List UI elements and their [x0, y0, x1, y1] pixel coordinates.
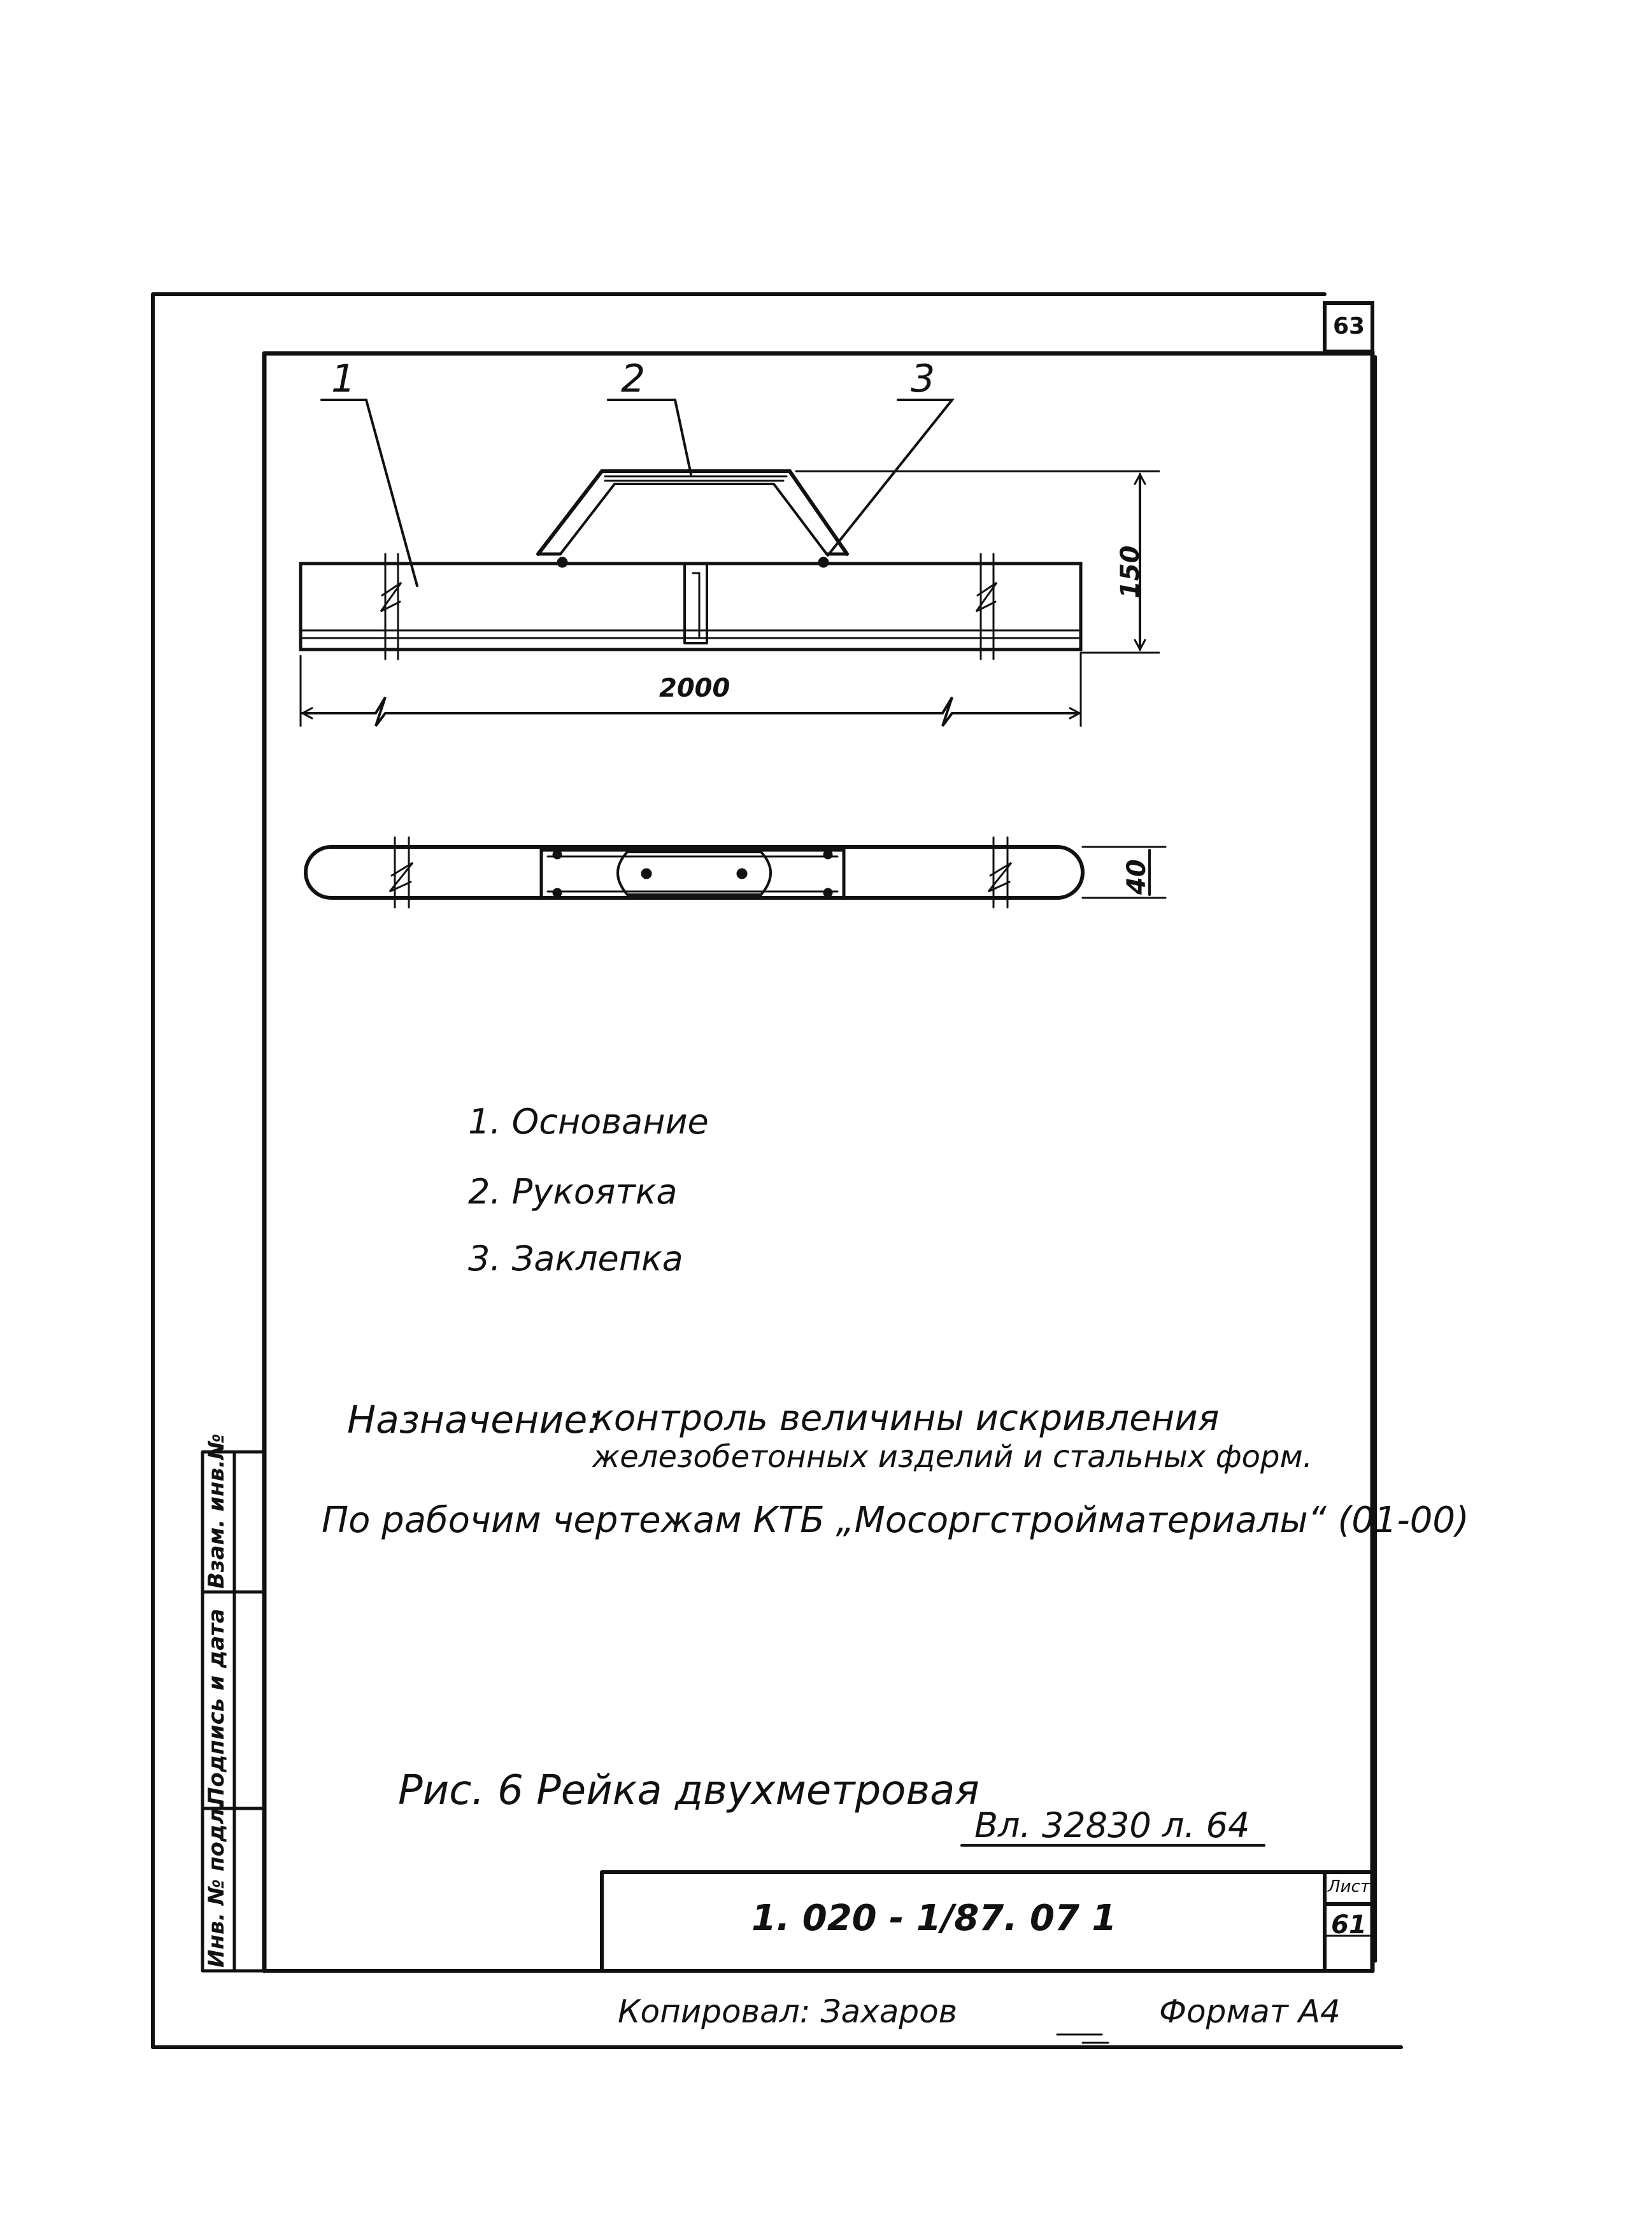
part-item: 3. Заклепка [468, 1239, 683, 1279]
page-number: 63 [1332, 313, 1365, 339]
top-view [306, 837, 1165, 907]
copied-by: Копировал: Захаров [618, 1993, 958, 2030]
rail-body [301, 564, 1081, 650]
part-item: 1. Основание [468, 1102, 709, 1142]
inventory-note: Вл. 32830 л. 64 [974, 1805, 1250, 1845]
paper-format: Формат А4 [1159, 1993, 1341, 2030]
purpose-line-1: контроль величины искривления [592, 1398, 1220, 1439]
sheet-label: Лист [1328, 1877, 1370, 1896]
callout-1: 1 [331, 357, 356, 401]
rivet [820, 558, 827, 566]
rivet [559, 558, 566, 566]
purpose-line-2: железобетонных изделий и стальных форм. [592, 1439, 1313, 1475]
dimension-length: 2000 [659, 674, 730, 703]
part-item: 2. Рукоятка [468, 1172, 678, 1212]
side-stamp-signature-date: Подпись и дата [204, 1609, 229, 1805]
side-stamp-replacement-inv: Взам. инв.№ [204, 1433, 229, 1589]
inner-frame [264, 353, 1372, 1971]
callout-3: 3 [911, 357, 936, 401]
sheet-number: 61 [1331, 1910, 1367, 1940]
dimension-width: 40 [1122, 859, 1151, 895]
side-stamp-original-inv: Инв. № подл. [204, 1800, 229, 1968]
dimension-height: 150 [1116, 545, 1145, 599]
document-designation: 1. 020 - 1/87. 07 1 [751, 1898, 1117, 1939]
purpose-label: Назначение: [347, 1398, 601, 1442]
rail-top [306, 847, 1083, 898]
source-note: По рабочим чертежам КТБ „Мосоргстройматериалы“ (01-00) [322, 1500, 1469, 1541]
callout-2: 2 [621, 357, 646, 401]
figure-caption: Рис. 6 Рейка двухметровая [398, 1767, 979, 1814]
